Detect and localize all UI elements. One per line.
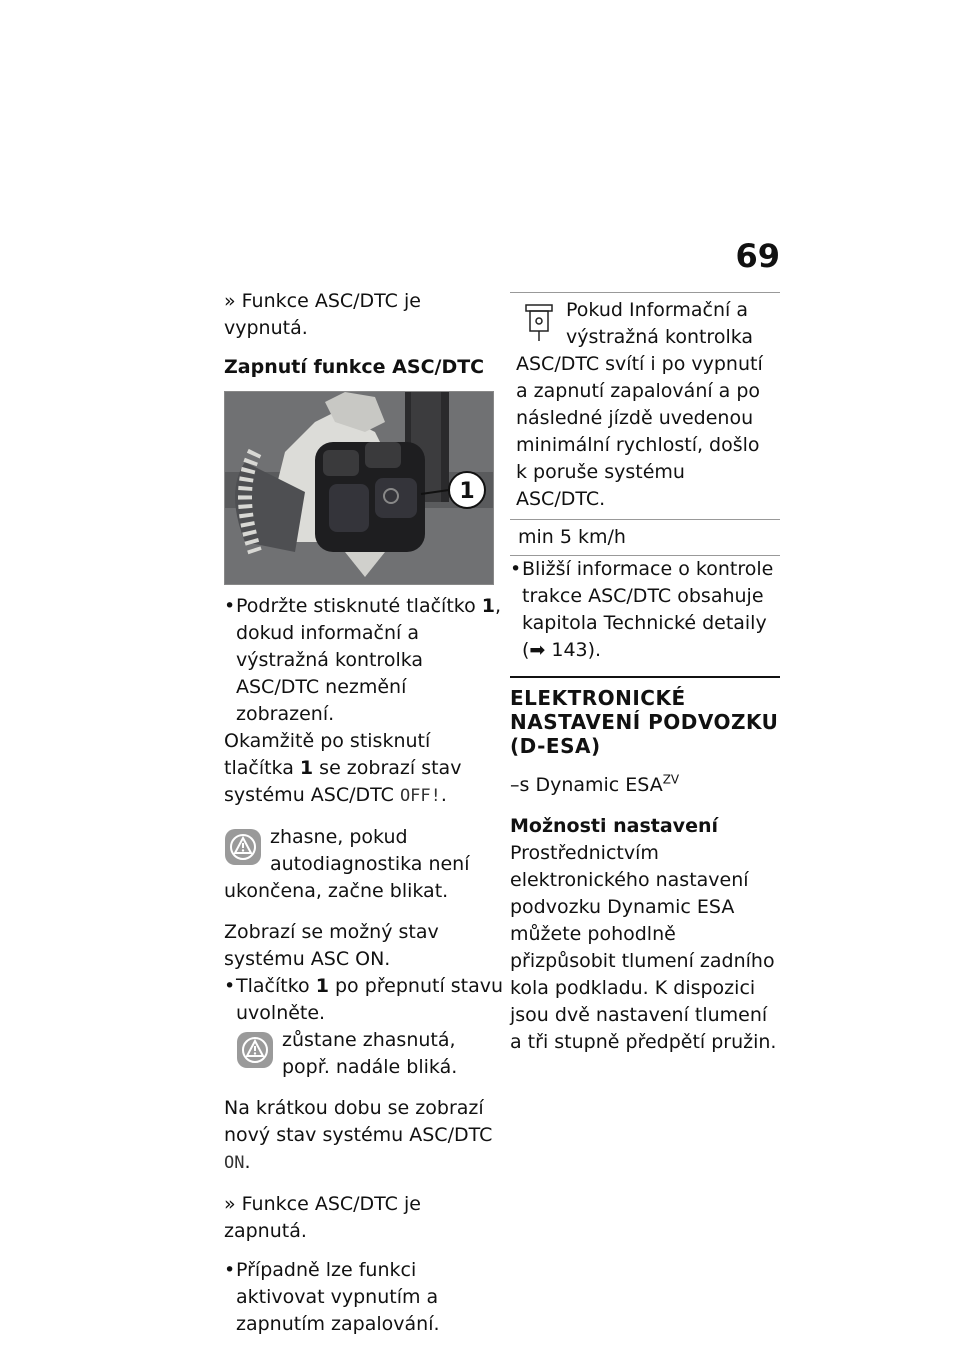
body-text: Prostřednictvím elektronického nastavení podvozku Dynamic ESA můžete pohodlně přizpůsobit tlumení zadního kola podkladu. K dispozici jsou dvě nastavení tlumení a tři stupně předpětí pružin. [510, 842, 777, 1053]
result-text: » Funkce ASC/DTC je zapnutá. [224, 1193, 421, 1242]
variant-superscript: ZV [662, 772, 680, 787]
result-text: » Funkce ASC/DTC je vypnutá. [224, 290, 421, 339]
step-text: Podržte stisknuté tlačítko [236, 595, 482, 617]
section-title: ELEKTRONICKÉ NASTAVENÍ PODVOZKU (D-ESA) [510, 676, 780, 758]
display-code: OFF! [399, 786, 441, 806]
page-reference[interactable]: 143). [545, 639, 602, 661]
button-reference: 1 [315, 975, 329, 997]
text-part: . [440, 784, 447, 806]
reference-bullet [510, 556, 780, 664]
warning-note [224, 1027, 504, 1081]
section-heading: Zapnutí funkce ASC/DTC [224, 356, 485, 378]
left-column [224, 288, 504, 1338]
info-box [510, 292, 780, 556]
step-text-cont: po přepnutí stavu uvolněte. [236, 975, 504, 1024]
handlebar-switch-photo [225, 392, 493, 584]
text-part: se zobrazí stav systému ASC/DTC [224, 757, 462, 806]
instruction-step [224, 973, 504, 1027]
step-text: Tlačítko [236, 975, 316, 997]
display-code: ON [224, 1153, 245, 1173]
text-part: Na krátkou dobu se zobrazí nový stav systému ASC/DTC [224, 1097, 493, 1146]
text-part: . [244, 1151, 251, 1173]
body-text [224, 728, 504, 810]
callout-number: 1 [459, 479, 475, 504]
info-text: Pokud Informační a výstražná kontrolka ASC/DTC svítí i po vypnutí a zapnutí zapalování a po následné jízdě uvedenou minimální rychlostí, došlo k poruše systému ASC/DTC. [516, 299, 763, 510]
variant-text: –s Dynamic ESA [510, 774, 663, 796]
instruction-step [224, 593, 504, 728]
warning-text: zhasne, pokud autodiagnostika není ukončena, začne blikat. [224, 826, 470, 902]
sub-heading: Možnosti nastavení [510, 815, 718, 837]
tool-info-icon [518, 301, 560, 343]
info-min-speed: min 5 km/h [510, 519, 780, 555]
warning-light-icon [224, 828, 262, 866]
page-number: 69 [735, 237, 780, 275]
variant-note [510, 772, 780, 799]
reference-text: Bližší informace o kontrole trakce ASC/DTC obsahuje kapitola Technické detaily ( [522, 558, 774, 661]
button-reference: 1 [481, 595, 495, 617]
warning-note [224, 824, 504, 905]
warning-text: zůstane zhasnutá, popř. nadále bliká. [282, 1029, 458, 1078]
text-part: Okamžitě po stisknutí tlačítka [224, 730, 431, 779]
button-reference: 1 [299, 757, 314, 779]
instruction-step: • Případně lze funkci aktivovat vypnutím a zapnutím zapalování. [224, 1257, 504, 1338]
body-text [224, 1095, 504, 1177]
body-text: Zobrazí se možný stav systému ASC ON. [224, 921, 439, 970]
page-arrow-icon: ➡ [529, 639, 546, 661]
right-column [510, 292, 780, 1056]
step-text-cont: , dokud informační a výstražná kontrolka ASC/DTC nezmění zobrazení. [236, 595, 502, 725]
warning-light-icon [236, 1031, 274, 1069]
handlebar-switch-figure [224, 391, 494, 585]
